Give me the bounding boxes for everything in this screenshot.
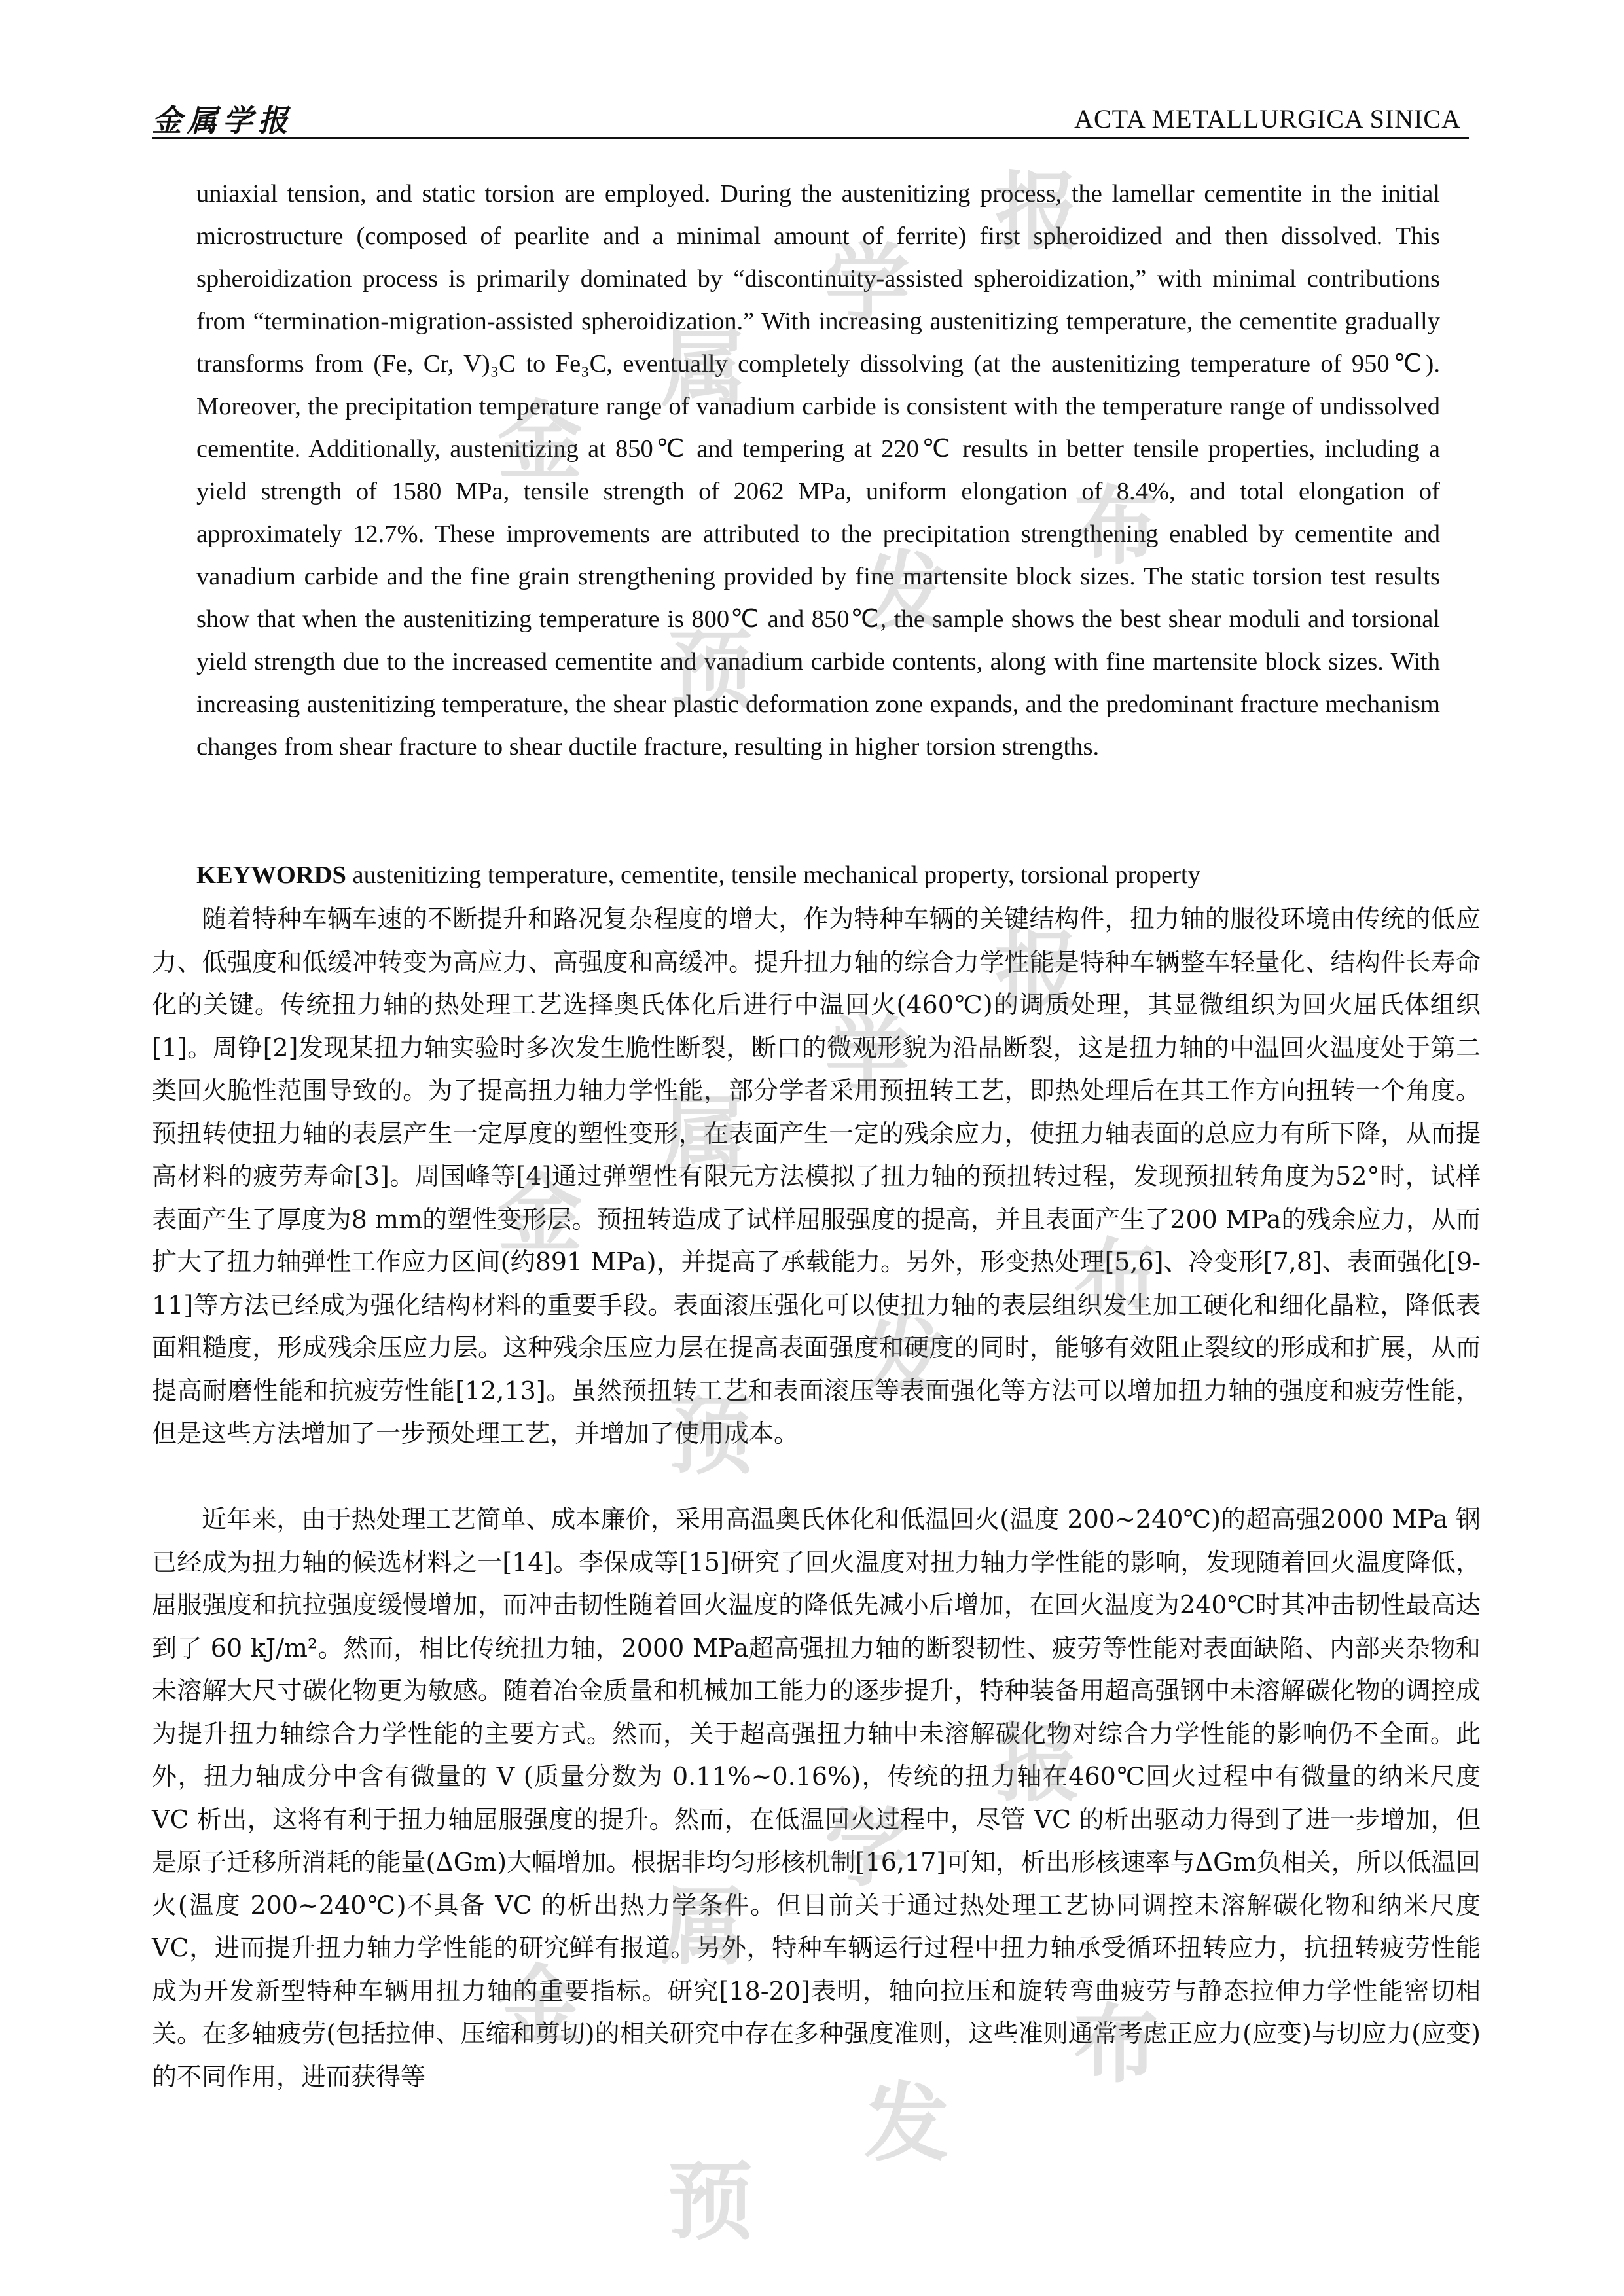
keywords-text: austenitizing temperature, cementite, tensile mechanical property, torsional property <box>352 861 1200 889</box>
watermark-char: 属 <box>661 319 747 419</box>
watermark-char: 学 <box>825 234 911 334</box>
watermark-char: 预 <box>668 1386 753 1486</box>
watermark-char: 预 <box>668 620 753 720</box>
journal-cn-logo: 金属学报 <box>152 103 293 138</box>
watermark-char: 布 <box>1074 1995 1159 2094</box>
watermark-char: 金 <box>497 1956 583 2055</box>
watermark-char: 布 <box>1074 476 1159 576</box>
watermark-char: 报 <box>995 1713 1081 1813</box>
watermark-char: 金 <box>497 1164 583 1263</box>
watermark-char: 学 <box>825 1799 911 1898</box>
watermark-char: 属 <box>661 1877 747 1977</box>
watermark-char: 学 <box>825 1007 911 1106</box>
watermark-char: 属 <box>661 1085 747 1185</box>
watermark-char: 布 <box>1074 1229 1159 1329</box>
watermark-char: 预 <box>668 2152 753 2251</box>
english-abstract: uniaxial tension, and static torsion are employed. During the austenitizing process, the lamellar cementite in the initial microstructure (composed of pearlite and a minimal amount of ferrite) first spheroidized and then dissolved. This spheroidization process is primarily dominated by “discontinuity-assisted spheroidization,” with minimal contributions from “termination-migration-assisted spheroidization.” With increasing austenitizing temperature, the cementite gradually transforms from (Fe, Cr, V)₃C to Fe₃C, eventually completely dissolving (at the austenitizing temperature of 950℃). Moreover, the precipitation temperature range of vanadium carbide is consistent with the temperature range of undissolved cementite. Additionally, austenitizing at 850℃ and tempering at 220℃ results in better tensile properties, including a yield strength of 1580 MPa, tensile strength of 2062 MPa, uniform elongation of 8.4%, and total elongation of approximately 12.7%. These improvements are attributed to the precipitation strengthening enabled by cementite and vanadium carbide and the fine grain strengthening provided by fine martensite block sizes. The static torsion test results show that when the austenitizing temperature is 800℃ and 850℃, the sample shows the best shear moduli and torsional yield strength due to the increased cementite and vanadium carbide contents, along with fine martensite block sizes. With increasing austenitizing temperature, the shear plastic deformation zone expands, and the predominant fracture mechanism changes from shear fracture to shear ductile fracture, resulting in higher torsion strengths. <box>196 180 1440 761</box>
keywords-line <box>196 854 1440 897</box>
watermark-char: 发 <box>864 2073 950 2173</box>
watermark-char: 发 <box>864 1308 950 1407</box>
journal-english-title: ACTA METALLURGICA SINICA <box>1074 104 1461 134</box>
watermark-char: 发 <box>864 542 950 641</box>
watermark-char: 金 <box>497 391 583 491</box>
keywords-label: KEYWORDS <box>196 861 346 889</box>
body-paragraph-1: 随着特种车辆车速的不断提升和路况复杂程度的增大，作为特种车辆的关键结构件，扭力轴的服役环境由传统的低应力、低强度和低缓冲转变为高应力、高强度和高缓冲。提升扭力轴的综合力学性能是特种车辆整车轻量化、结构件长寿命化的关键。传统扭力轴的热处理工艺选择奥氏体化后进行中温回火(460℃)的调质处理，其显微组织为回火屈氏体组织[1]。周铮[2]发现某扭力轴实验时多次发生脆性断裂，断口的微观形貌为沿晶断裂，这是扭力轴的中温回火温度处于第二类回火脆性范围导致的。为了提高扭力轴力学性能，部分学者采用预扭转工艺，即热处理后在其工作方向扭转一个角度。预扭转使扭力轴的表层产生一定厚度的塑性变形，在表面产生一定的残余应力，使扭力轴表面的总应力有所下降，从而提高材料的疲劳寿命[3]。周国峰等[4]通过弹塑性有限元方法模拟了扭力轴的预扭转过程，发现预扭转角度为52°时，试样表面产生了厚度为8 mm的塑性变形层。预扭转造成了试样屈服强度的提高，并且表面产生了200 MPa的残余应力，从而扩大了扭力轴弹性工作应力区间(约891 MPa)，并提高了承载能力。另外，形变热处理[5,6]、冷变形[7,8]、表面强化[9-11]等方法已经成为强化结构材料的重要手段。表面滚压强化可以使扭力轴的表层组织发生加工硬化和细化晶粒，降低表面粗糙度，形成残余压应力层。这种残余压应力层在提高表面强度和硬度的同时，能够有效阻止裂纹的形成和扩展，从而提高耐磨性能和抗疲劳性能[12,13]。虽然预扭转工艺和表面滚压等表面强化等方法可以增加扭力轴的强度和疲劳性能，但是这些方法增加了一步预处理工艺，并增加了使用成本。 <box>152 905 1481 1448</box>
watermark-char: 报 <box>995 162 1081 262</box>
watermark-char: 报 <box>995 922 1081 1021</box>
body-paragraph-2: 近年来，由于热处理工艺简单、成本廉价，采用高温奥氏体化和低温回火(温度 200~240℃)的超高强2000 MPa 钢已经成为扭力轴的候选材料之一[14]。李保成等[15]研究了回火温度对扭力轴力学性能的影响，发现随着回火温度降低，屈服强度和抗拉强度缓慢增加，而冲击韧性随着回火温度的降低先减小后增加，在回火温度为240℃时其冲击韧性最高达到了 60 kJ/m²。然而，相比传统扭力轴，2000 MPa超高强扭力轴的断裂韧性、疲劳等性能对表面缺陷、内部夹杂物和未溶解大尺寸碳化物更为敏感。随着冶金质量和机械加工能力的逐步提升，特种装备用超高强钢中未溶解碳化物的调控成为提升扭力轴综合力学性能的主要方式。然而，关于超高强扭力轴中未溶解碳化物对综合力学性能的影响仍不全面。此外，扭力轴成分中含有微量的 V (质量分数为 0.11%~0.16%)，传统的扭力轴在460℃回火过程中有微量的纳米尺度 VC 析出，这将有利于扭力轴屈服强度的提升。然而，在低温回火过程中，尽管 VC 的析出驱动力得到了进一步增加，但是原子迁移所消耗的能量(ΔGm)大幅增加。根据非均匀形核机制[16,17]可知，析出形核速率与ΔGm负相关，所以低温回火(温度 200~240℃)不具备 VC 的析出热力学条件。但目前关于通过热处理工艺协同调控未溶解碳化物和纳米尺度 VC，进而提升扭力轴力学性能的研究鲜有报道。另外，特种车辆运行过程中扭力轴承受循环扭转应力，抗扭转疲劳性能成为开发新型特种车辆用扭力轴的重要指标。研究[18-20]表明，轴向拉压和旋转弯曲疲劳与静态拉伸力学性能密切相关。在多轴疲劳(包括拉伸、压缩和剪切)的相关研究中存在多种强度准则，这些准则通常考虑正应力(应变)与切应力(应变)的不同作用，进而获得等 <box>152 1505 1481 2091</box>
